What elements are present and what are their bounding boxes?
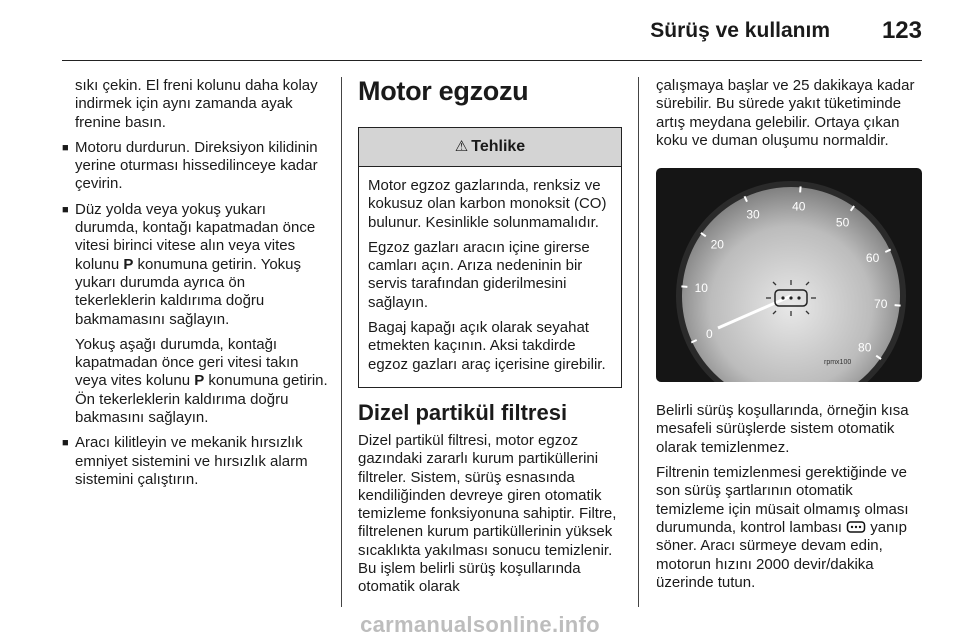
danger-paragraph: Egzoz gazları aracın içine girerse camları açın. Arıza nedeninin bir servis tarafından giderilmesini sağlayın.: [368, 238, 590, 311]
danger-body: [359, 167, 621, 387]
sub-text-pre: Yokuş aşağı durumda, kontağı kapatmadan önce geri vitesi takın veya vites kolunu: [75, 335, 299, 390]
tachometer-svg: [656, 168, 922, 382]
gauge-tick-label: 60: [865, 251, 880, 266]
gauge-tick-label: 70: [874, 296, 888, 311]
text-post: yanıp söner. Aracı sürmeye devam edin, motorun hızını 2000 devir/dakika üzerinde tutun.: [656, 518, 907, 591]
bullet-mark: ■: [62, 203, 69, 216]
body-paragraph: çalışmaya başlar ve 25 dakikaya kadar sürebilir. Bu sürede yakıt tüketiminde artış meydana gelebilir. Ortaya çıkan koku ve duman oluşumu normaldir.: [656, 77, 915, 149]
bullet-item: [62, 139, 328, 194]
bullet-mark: ■: [62, 437, 69, 450]
tachometer-image: [656, 168, 922, 382]
bullet-item: [62, 434, 328, 489]
body-paragraph: Belirli sürüş koşullarında, örneğin kısa mesafeli sürüşlerde sistem otomatik olarak temizlenmez.: [656, 402, 909, 456]
gear-p-label: P: [194, 372, 205, 390]
column-right: [656, 77, 922, 599]
bullet-text-post: konumuna getirin. Yokuş yukarı durumda ayrıca ön tekerleklerin kaldırıma doğru bakmamasını sağlayın.: [75, 255, 302, 328]
dpf-lamp-icon: [846, 520, 866, 534]
heading-dizel-partikul-filtresi: Dizel partikül filtresi: [358, 399, 568, 425]
gauge-tick-label: 30: [746, 207, 760, 222]
body-paragraph: [656, 464, 922, 592]
danger-paragraph: Motor egzoz gazlarında, renksiz ve kokusuz olan karbon monoksit (CO) bulunur. Kesinlikle solunmamalıdır.: [368, 177, 607, 231]
text-pre: Filtrenin temizlenmesi gerektiğinde ve son sürüş şartlarının otomatik temizleme için müsait olmamış olması durumunda, kontrol lambası: [656, 464, 909, 536]
bullet-text: Aracı kilitleyin ve mekanik hırsızlık emniyet sistemini ve hırsızlık alarm sistemini çalıştırın.: [75, 434, 308, 488]
bullet-text: Motoru durdurun. Direksiyon kilidinin yerine oturması hissedilinceye kadar çevirin.: [75, 138, 318, 193]
watermark: carmanualsonline.info: [360, 612, 600, 637]
gauge-tick-label: 80: [858, 340, 872, 355]
warning-icon: ⚠: [454, 137, 469, 155]
danger-paragraph: Bagaj kapağı açık olarak seyahat etmekten kaçının. Aksi takdirde egzoz gazları araç içerisine girebilir.: [368, 319, 606, 373]
danger-title: Tehlike: [471, 137, 526, 155]
body-paragraph: Dizel partikül filtresi, motor egzoz gazındaki zararlı kurum partiküllerini filtreler. Sistem, sürüş esnasında kendiliğinden devreye giren otomatik temizleme fonksiyonuna sahiptir. Filtre, filtrelenen kurum partiküllerinin yüksek sıcaklıkta yakılması sonucu temizlenir. Bu işlem belirli sürüş koşullarında otomatik olarak: [358, 431, 617, 596]
danger-header: [359, 128, 621, 167]
gauge-tick-label: 40: [792, 199, 806, 214]
gauge-unit-label: rpmx100: [824, 359, 852, 367]
continued-paragraph: sıkı çekin. El freni kolunu daha kolay indirmek için aynı zamanda ayak frenine basın.: [75, 77, 318, 131]
gauge-tick-mark: [895, 305, 901, 306]
column-divider-1: [341, 77, 342, 607]
section-title: Sürüş ve kullanım: [650, 19, 830, 42]
page-number: 123: [881, 17, 922, 44]
gauge-tick-label: 20: [710, 237, 724, 252]
gauge-tick-label: 50: [835, 215, 850, 230]
gear-p-label: P: [123, 255, 134, 273]
gauge-tick-mark: [681, 287, 687, 288]
danger-box: [358, 127, 622, 388]
gauge-tick-label: 10: [694, 281, 708, 296]
page-header: [62, 0, 922, 61]
column-divider-2: [638, 77, 639, 607]
bullet-mark: ■: [62, 141, 69, 154]
gauge-tick-mark: [800, 187, 801, 193]
bullet-text-pre: Düz yolda veya yokuş yukarı durumda, kontağı kapatmadan önce vitesi birinci vitese alın veya vites kolunu: [75, 200, 316, 273]
column-left: [62, 77, 328, 496]
sub-paragraph: [62, 336, 328, 427]
heading-motor-egzozu: Motor egzozu: [358, 76, 529, 106]
gauge-tick-label: 0: [706, 327, 713, 342]
column-middle: [358, 75, 622, 604]
bullet-item: [62, 201, 328, 329]
sub-text-post: konumuna getirin. Ön tekerleklerin kaldırıma doğru bakmasını sağlayın.: [75, 372, 328, 427]
